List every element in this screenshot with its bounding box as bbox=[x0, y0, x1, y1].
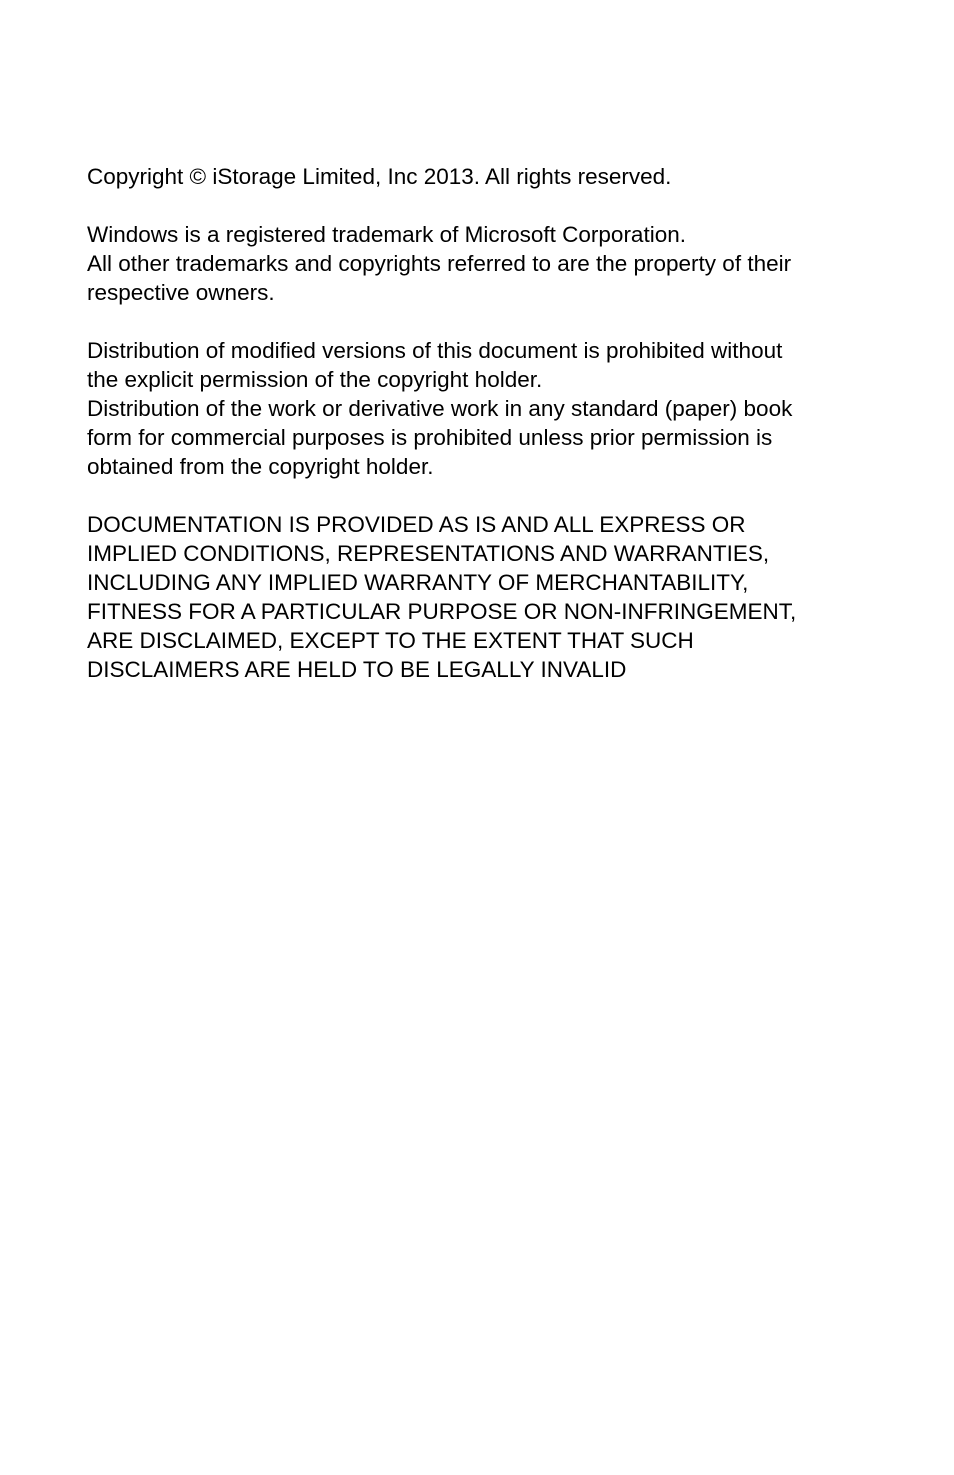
text-line: form for commercial purposes is prohibited unless prior permission is bbox=[87, 425, 773, 450]
document-page bbox=[87, 162, 877, 713]
distribution-notice bbox=[87, 336, 877, 481]
trademark-notice bbox=[87, 220, 877, 307]
text-line: All other trademarks and copyrights referred to are the property of their bbox=[87, 251, 792, 276]
warranty-disclaimer bbox=[87, 510, 877, 684]
text-line: respective owners. bbox=[87, 280, 275, 305]
text-line: Distribution of modified versions of this document is prohibited without bbox=[87, 338, 783, 363]
copyright-notice bbox=[87, 162, 877, 191]
text-line: FITNESS FOR A PARTICULAR PURPOSE OR NON-INFRINGEMENT, bbox=[87, 599, 797, 624]
text-line: IMPLIED CONDITIONS, REPRESENTATIONS AND WARRANTIES, bbox=[87, 541, 770, 566]
text-line: Distribution of the work or derivative work in any standard (paper) book bbox=[87, 396, 793, 421]
text-line: Windows is a registered trademark of Microsoft Corporation. bbox=[87, 222, 686, 247]
text-line: DOCUMENTATION IS PROVIDED AS IS AND ALL EXPRESS OR bbox=[87, 512, 746, 537]
text-line: INCLUDING ANY IMPLIED WARRANTY OF MERCHANTABILITY, bbox=[87, 570, 749, 595]
text-line: ARE DISCLAIMED, EXCEPT TO THE EXTENT THAT SUCH bbox=[87, 628, 694, 653]
text-line: obtained from the copyright holder. bbox=[87, 454, 434, 479]
text-line: DISCLAIMERS ARE HELD TO BE LEGALLY INVALID bbox=[87, 657, 627, 682]
text-line: Copyright © iStorage Limited, Inc 2013. All rights reserved. bbox=[87, 164, 672, 189]
text-line: the explicit permission of the copyright holder. bbox=[87, 367, 543, 392]
